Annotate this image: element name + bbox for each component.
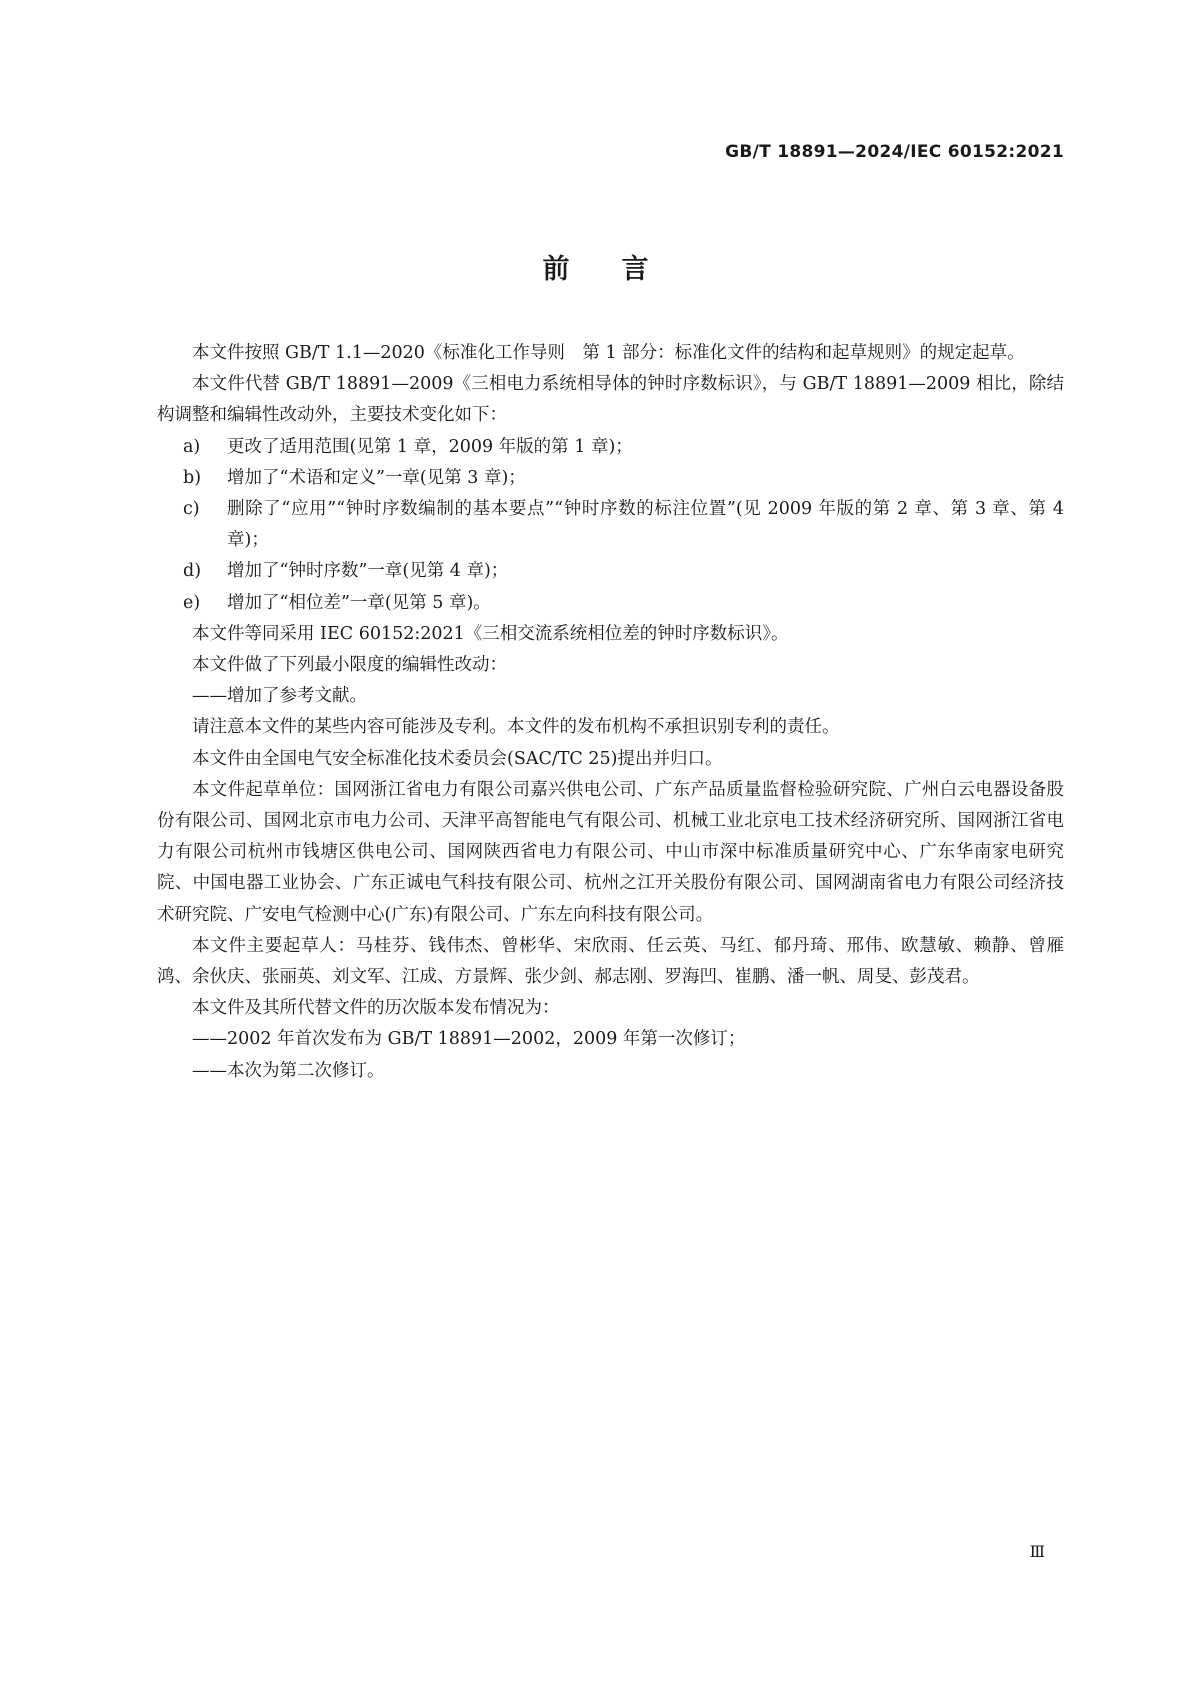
paragraph-replacement: 本文件代替 GB/T 18891—2009《三相电力系统相导体的钟时序数标识》，与 GB/T 18891—2009 相比，除结构调整和编辑性改动外，主要技术变化如下：: [157, 374, 1064, 426]
item-marker: d): [183, 561, 202, 582]
paragraph-drafting-units: 本文件起草单位：国网浙江省电力有限公司嘉兴供电公司、广东产品质量监督检验研究院、广州白云电器设备股份有限公司、国网北京市电力公司、天津平高智能电气有限公司、机械工业北京电工技术经济研究所、国网浙江省电力有限公司杭州市钱塘区供电公司、国网陕西省电力有限公司、中山市深中标准质量研究中心、广东华南家电研究院、中国电器工业协会、广东正诚电气科技有限公司、杭州之江开关股份有限公司、国网湖南省电力有限公司经济技术研究院、广安电气检测中心(广东)有限公司、广东左向科技有限公司。: [157, 779, 1064, 925]
dash-item-history-2002: ——2002 年首次发布为 GB/T 18891—2002，2009 年第一次修订；: [192, 1029, 746, 1050]
paragraph-drafting-rules: 本文件按照 GB/T 1.1—2020《标准化工作导则 第 1 部分：标准化文件的结构和起草规则》的规定起草。: [192, 343, 1025, 363]
item-text: 增加了“术语和定义”一章(见第 3 章)；: [227, 467, 526, 488]
paragraph-editorial-changes: 本文件做了下列最小限度的编辑性改动：: [192, 655, 507, 676]
item-marker: e): [183, 592, 201, 613]
item-marker: b): [183, 467, 202, 488]
item-text: 更改了适用范围(见第 1 章，2009 年版的第 1 章)；: [227, 436, 633, 457]
change-item-a: [157, 432, 1064, 463]
item-marker: c): [183, 499, 200, 520]
change-item-e: [157, 588, 1064, 619]
paragraph-version-history: 本文件及其所代替文件的历次版本发布情况为：: [192, 998, 560, 1019]
dash-item-history-current: ——本次为第二次修订。: [192, 1060, 385, 1081]
paragraph-drafters: 本文件主要起草人：马桂芬、钱伟杰、曾彬华、宋欣雨、任云英、马红、郁丹琦、邢伟、欧慧敏、赖静、曾雁鸿、余伙庆、张丽英、刘文军、江成、方景辉、张少剑、郝志刚、罗海凹、崔鹏、潘一帆、周旻、彭茂君。: [157, 935, 1064, 988]
item-text: 增加了“相位差”一章(见第 5 章)。: [227, 592, 491, 613]
foreword-body: [157, 338, 1064, 1087]
item-text: 增加了“钟时序数”一章(见第 4 章)；: [227, 561, 509, 582]
page-number: Ⅲ: [1029, 1542, 1045, 1561]
paragraph-committee: 本文件由全国电气安全标准化技术委员会(SAC/TC 25)提出并归口。: [192, 748, 723, 769]
change-item-b: [157, 463, 1064, 494]
document-code-header: GB/T 18891—2024/IEC 60152:2021: [725, 142, 1064, 162]
change-item-c: [157, 494, 1064, 556]
dash-item-references: ——增加了参考文献。: [192, 686, 367, 707]
item-marker: a): [183, 436, 201, 457]
page-title: 前言: [542, 254, 701, 285]
item-text: 删除了“应用”“钟时序数编制的基本要点”“钟时序数的标注位置”(见 2009 年版的第 2 章、第 3 章、第 4 章)；: [227, 499, 1064, 551]
paragraph-iec-adoption: 本文件等同采用 IEC 60152:2021《三相交流系统相位差的钟时序数标识》。: [192, 623, 789, 644]
paragraph-patent-notice: 请注意本文件的某些内容可能涉及专利。本文件的发布机构不承担识别专利的责任。: [192, 717, 840, 738]
change-item-d: [157, 556, 1064, 587]
